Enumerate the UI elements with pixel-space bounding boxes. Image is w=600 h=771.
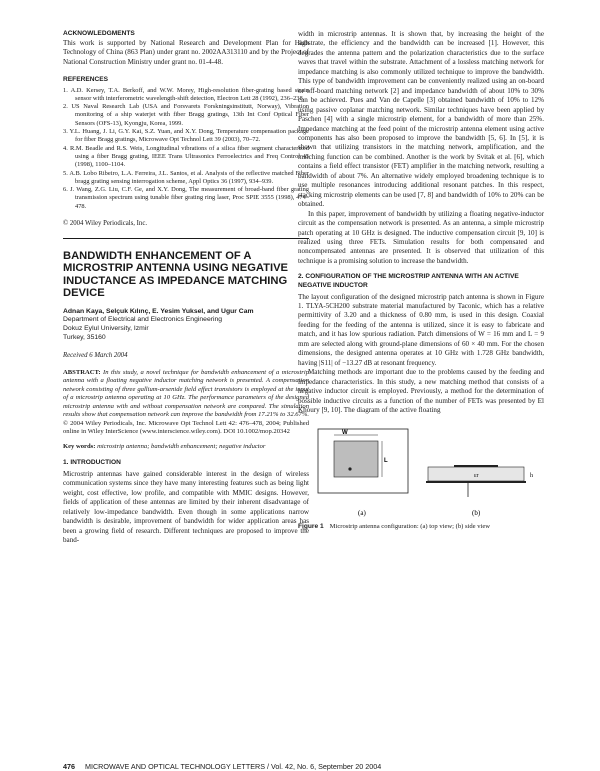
body-paragraph: The layout configuration of the designed microstrip patch antenna is shown in Figure 1. TLYA-5CH200 substrate material manufactured by Taconic, which has a relative permittivity of 3.20 and a thickness of 0.80 mm, is used in this design. Coaxial feeding for the feeding of the antenna is utilized, since it is easy to fabricate and match, and it has low spurious radiation. Patch dimensions of W = 16 mm and L = 9 mm are selected along with ground-plane dimensions of 60 × 40 mm. For the chosen dimensions, the designed antenna operates at 10 GHz with 1.728 GHz bandwidth, having |S11| of −13.27 dB at resonant frequency.	[298, 292, 544, 367]
left-column	[63, 30, 309, 546]
copyright-line: © 2004 Wiley Periodicals, Inc.	[63, 220, 148, 227]
figure-caption-label: Figure 1	[298, 523, 324, 531]
figure-caption-text: Microstrip antenna configuration: (a) top view; (b) side view	[329, 523, 491, 531]
received-date: Received 6 March 2004	[63, 352, 128, 360]
keywords-label: Key words:	[63, 442, 96, 450]
keywords	[63, 443, 309, 452]
page-footer	[63, 762, 545, 771]
intro-heading: 1. INTRODUCTION	[63, 459, 121, 467]
reference-item: 5. A.B. Lobo Ribeiro, L.A. Ferreira, J.L. Santos, et al. Analysis of the reflective matched Fiber bragg grating sensing interrogation scheme, Appl Optics 36 (1997), 934–939.	[63, 169, 309, 185]
body-paragraph: width in microstrip antennas. It is shown that, by increasing the height of the substrate, the efficiency and the bandwidth can be increased [1]. However, this degrades the antenna pattern and the polarization characteristics due to the surface waves that travel within the substrate. Attachment of a lossless matching network for impedance matching is also commonly utilized technique to improve the bandwidth. This type of bandwidth improvement can be conveniently realized using an on-board or off-board matching network [2] and impedance bandwidth of about 10% to 30% can be achieved. Pues and Van de Capelle [3] obtained bandwidth of 10% to 12% using passive coplanar matching network. Similar techniques have been applied by Paschen [4] with a single microstrip element, for a bandwidth of more than 25%. Impedance matching at the feed point of the microstrip antenna element using active components has also been proposed to improve the bandwidth [5, 6]. In [5], it is shown that utilizing transistors in the matching network, amplification, and the matching function can be combined. Another is the work by Svitak et al. [6], which contains a field effect transistor (FET) amplifier in the matching network, resulting a bandwidth of about 7%. An alternative widely employed broadening technique is to use multiple resonances introducing additional resonant patches. In this respect, stacking microstrip elements can be used [7, 8] and bandwidth of 10% to 20% can be obtained.	[298, 30, 544, 209]
reference-item: 3. Y.L. Huang, J. Li, G.Y. Kai, S.Z. Yuan, and X.Y. Dong, Temperature compensation package for fiber Bragg gratings, Microwave Opt Technol Lett 39 (2003), 70–72.	[63, 128, 309, 144]
affiliation-country: Turkey, 35160	[63, 333, 106, 341]
patch-side-shape	[454, 465, 498, 467]
ack-heading: ACKNOWLEDGMENTS	[63, 30, 135, 37]
fig-label-b: (b)	[472, 509, 481, 518]
journal-info: MICROWAVE AND OPTICAL TECHNOLOGY LETTERS / Vol. 42, No. 6, September 20 2004	[85, 762, 382, 771]
abstract	[63, 369, 309, 437]
fig-label-h: h	[530, 473, 533, 480]
figure-1	[298, 425, 544, 520]
fig-label-a: (a)	[358, 509, 366, 518]
affiliation-univ: Dokuz Eylul University, Izmir	[63, 325, 149, 332]
reference-item: 2. US Naval Research Lab (USA and Forsvarets Forskningsinstitutt, Norway), Vibration monitoring of a ship waterjet with fiber Bragg gratings, 13th Int Conf Optical Fiber Sensors (OFS-13), Kyongju, Korea, 1999.	[63, 103, 309, 127]
abstract-text: In this study, a novel technique for bandwidth enhancement of a microstrip antenna with a floating negative inductor matching network is presented. A compensation network consisting of three gallium-arsenide field effect transistors is employed at the input of a microstrip antenna operating at 10 GHz. The performance parameters of the designed microstrip antenna with and without compensation network are compared. The simulation results show that compensation network can improve the bandwidth from 17.21% to 32.67%.	[63, 368, 309, 419]
article-title: BANDWIDTH ENHANCEMENT OF A MICROSTRIP ANTENNA USING NEGATIVE INDUCTANCE AS IMPEDANCE MATCHING DEVICE	[63, 249, 289, 300]
authors: Adnan Kaya, Selçuk Kılınç, E. Yesim Yuksel, and Ugur Cam	[63, 307, 254, 315]
reference-list	[63, 87, 309, 211]
body-paragraph: Matching methods are important due to the problems caused by the feeding and impedance characteristics. In this study, a new matching method that consists of a negative inductor circuit is employed. Previously, a method for the determination of possible inductive circuits as a function of the number of FETs was presented by El Khoury [9, 10]. The diagram of the active floating	[298, 368, 544, 414]
refs-heading: REFERENCES	[63, 75, 109, 83]
reference-item: 1. A.D. Kersey, T.A. Berkoff, and W.W. Morey, High-resolution fiber-grating based strain sensor with interferometric wavelength-shift detection, Electron Lett 28 (1992), 236–238.	[63, 86, 309, 102]
fig-label-l: L	[384, 458, 388, 465]
right-column	[298, 30, 544, 539]
body-paragraph: In this paper, improvement of bandwidth by utilizing a floating negative-inductor circuit as the compensation network is presented. As an antenna, a simple microstrip patch operating at 10 GHz is designed. The inductive compensation circuit [9, 10] is realized using three FETs. Simulation results for both compensated and noncompensated antennas are presented. It is observed that utilization of this technique is a promising solution to increase the bandwidth.	[298, 209, 544, 265]
fig-label-er: εr	[474, 473, 479, 480]
divider	[63, 238, 309, 239]
feed-point	[348, 468, 351, 471]
section-2-heading: 2. CONFIGURATION OF THE MICROSTRIP ANTENNA WITH AN ACTIVE NEGATIVE INDUCTOR	[298, 273, 519, 289]
ack-text: This work is supported by National Research and Development Plan for High Technology of China (863 Plan) under grant no. 2002AA313110 and by the Project of National Construction Ministry under grant no. 01-4-48.	[63, 38, 309, 66]
antenna-diagram	[298, 425, 544, 520]
keywords-text: microstrip antenna; bandwidth enhancement; negative inductor	[95, 442, 266, 450]
abstract-label: ABSTRACT:	[63, 368, 101, 376]
reference-item: 4. R.M. Beadle and R.S. Weis, Longitudinal vibrations of a silica fiber segment characterized using a fiber Bragg grating, IEEE Trans Ultrasonics Ferroelectrics and Freq Control 45 (1998), 1100–1104.	[63, 144, 309, 169]
fig-label-w: W	[342, 430, 348, 437]
ground-plane-shape	[426, 481, 526, 483]
patch-shape	[334, 441, 378, 477]
affiliation-dept: Department of Electrical and Electronics Engineering	[63, 316, 223, 324]
figure-caption	[298, 523, 544, 532]
page-number: 476	[63, 762, 75, 771]
intro-text: Microstrip antennas have gained considerable interest in the design of wireless communication systems since they have many interesting features such as being light weight, cost effective, low profile, and compatible with MMIC designs. However, fields of application of these antennas are limited by their inherent disadvantage of relatively low-impedance bandwidth. Even though in some applications narrow bandwidth is desirable, improvement of bandwidth for wider application areas has been a growing field of research. Different techniques are proposed to improve the band-	[63, 469, 309, 545]
reference-item: 6. J. Wang, Z.G. Liu, C.F. Ge, and X.Y. Dong, The measurement of broad-band fiber grating transmission spectrum using tunable fiber grating ring laser, Proc SPIE 3555 (1998), 474–478.	[63, 186, 309, 210]
abstract-citation: © 2004 Wiley Periodicals, Inc. Microwave Opt Technol Lett 42: 476–478, 2004; Published online in Wiley InterScience (www.interscience.wiley.com). DOI 10.1002/mop.20342	[63, 419, 309, 436]
